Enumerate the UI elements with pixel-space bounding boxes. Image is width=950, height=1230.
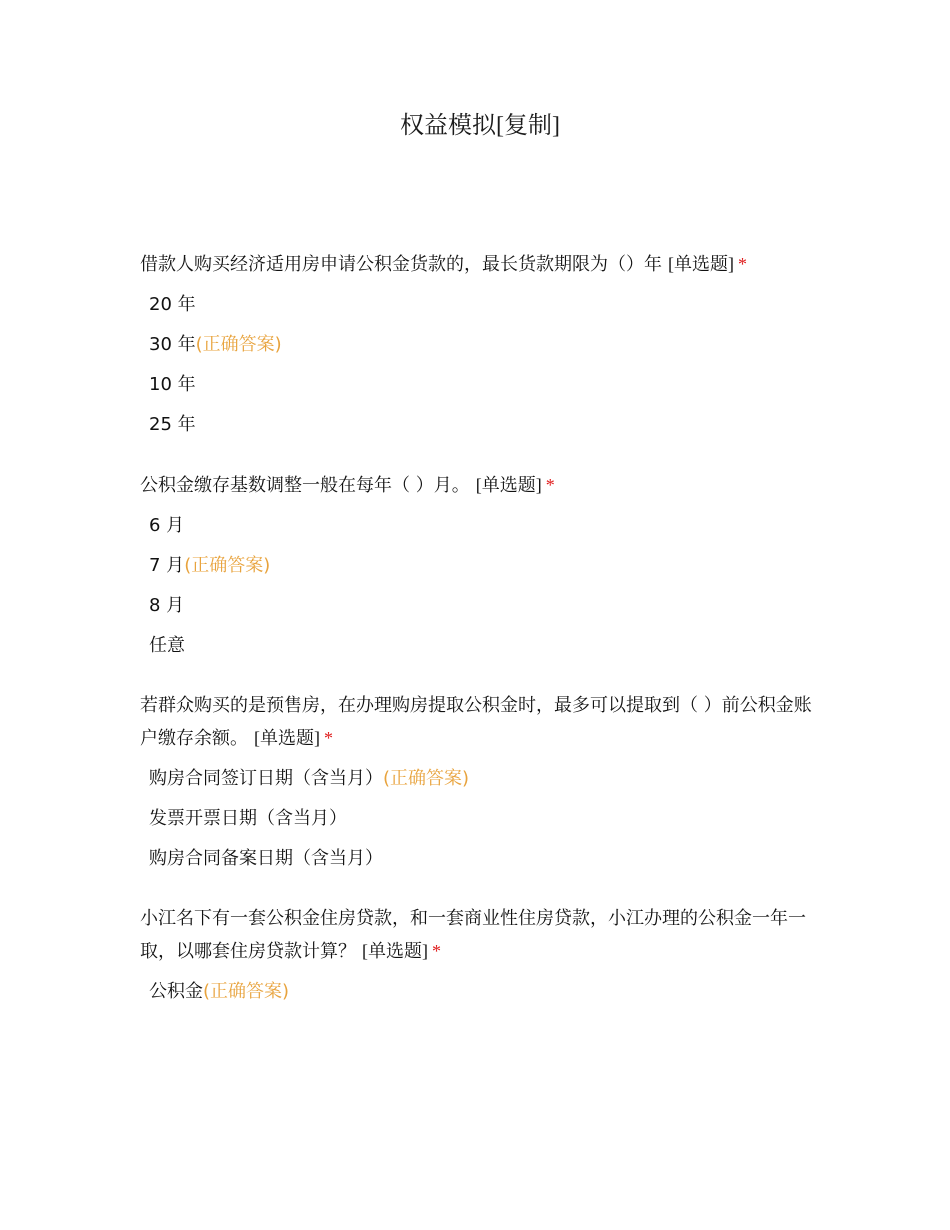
option-item [140, 365, 820, 405]
question-stem: 公积金缴存基数调整一般在每年（ ）月。 [140, 475, 470, 496]
page-title: 权益模拟[复制] [400, 113, 560, 139]
question-stem: 若群众购买的是预售房，在办理购房提取公积金时，最多可以提取到（ ）前公积金账户缴存余额。 [140, 695, 812, 749]
option-label: 发票开票日期（含当月） [149, 808, 347, 829]
required-marker: * [432, 941, 441, 961]
correct-answer-marker: (正确答案) [203, 981, 290, 1002]
question-text [140, 469, 820, 502]
option-item [140, 586, 820, 626]
question-type: [单选题] [362, 941, 428, 961]
option-label: 购房合同备案日期（含当月） [149, 848, 383, 869]
option-item [140, 546, 820, 586]
question-list [140, 248, 820, 1036]
required-marker: * [324, 728, 333, 748]
option-item [140, 285, 820, 325]
option-label: 公积金 [149, 981, 203, 1002]
option-label: 6 月 [149, 515, 185, 536]
correct-answer-marker: (正确答案) [184, 555, 271, 576]
option-label: 7 月 [149, 555, 185, 576]
required-marker: * [738, 254, 747, 274]
question-stem: 借款人购买经济适用房申请公积金货款的，最长货款期限为（）年 [140, 254, 662, 275]
option-item [140, 972, 820, 1012]
correct-answer-marker: (正确答案) [383, 768, 470, 789]
question [140, 469, 820, 666]
option-label: 购房合同签订日期（含当月） [149, 768, 383, 789]
question-type: [单选题] [475, 475, 542, 495]
question-stem: 小江名下有一套公积金住房贷款，和一套商业性住房贷款，小江办理的公积金一年一取，以哪套住房贷款计算？ [140, 908, 806, 962]
option-item [140, 799, 820, 839]
question-text [140, 903, 820, 968]
option-label: 10 年 [149, 374, 196, 395]
question [140, 903, 820, 1012]
option-item [140, 759, 820, 799]
question [140, 248, 820, 445]
question [140, 690, 820, 879]
option-item [140, 626, 820, 666]
required-marker: * [545, 475, 555, 495]
option-label: 25 年 [149, 414, 196, 435]
option-item [140, 839, 820, 879]
question-text [140, 248, 820, 281]
question-type: [单选题] [668, 254, 734, 274]
question-type: [单选题] [254, 728, 320, 748]
option-item [140, 325, 820, 365]
correct-answer-marker: (正确答案) [195, 334, 282, 355]
question-text [140, 690, 820, 755]
option-label: 任意 [149, 635, 185, 656]
option-label: 20 年 [149, 294, 196, 315]
option-item [140, 506, 820, 546]
option-item [140, 405, 820, 445]
option-label: 8 月 [149, 595, 185, 616]
option-label: 30 年 [149, 334, 196, 355]
